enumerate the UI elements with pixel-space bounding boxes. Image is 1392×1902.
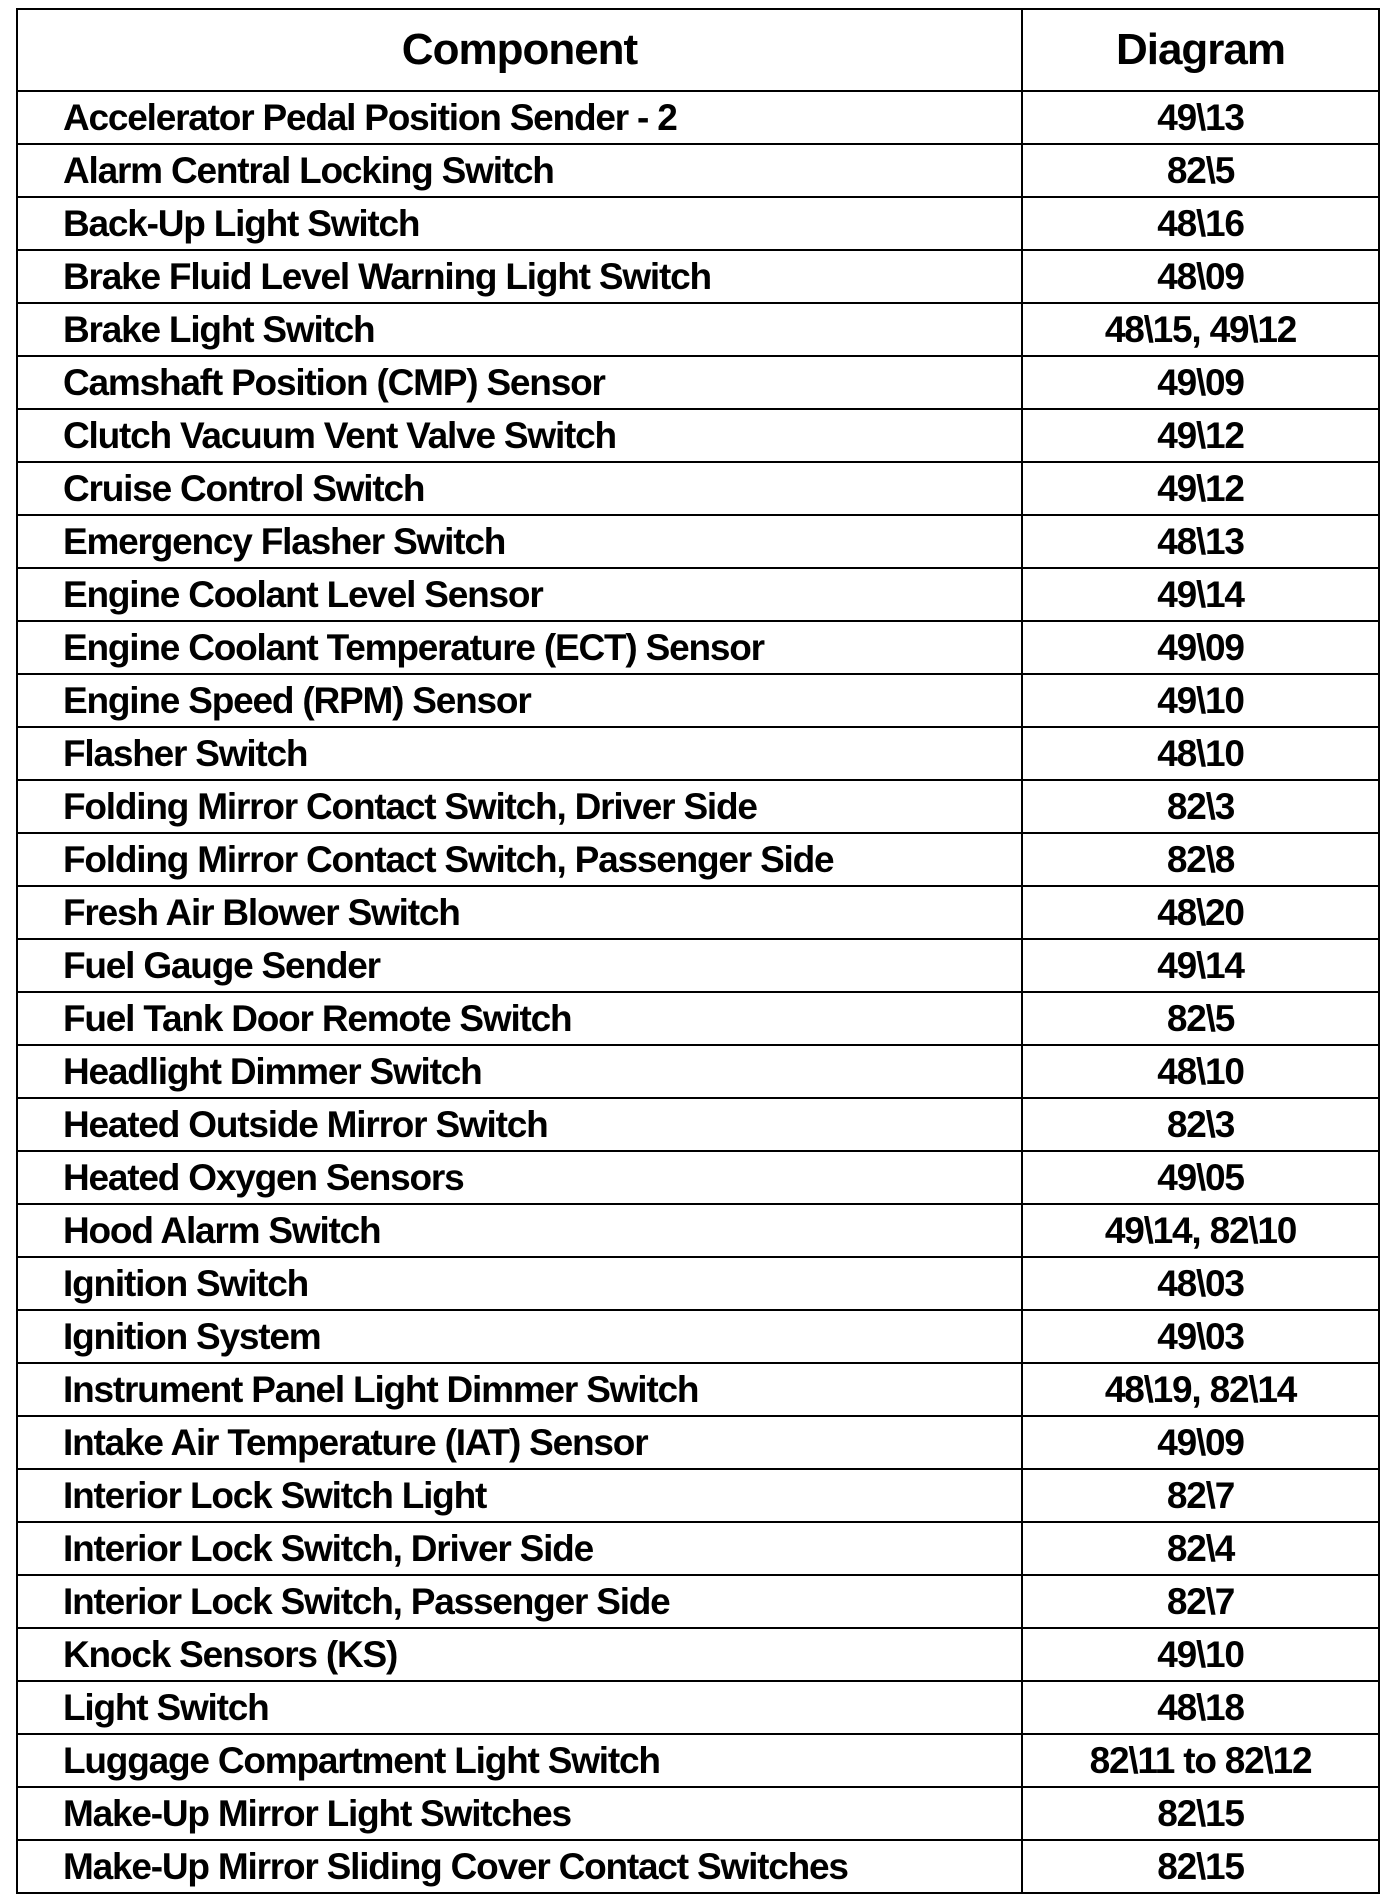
table-row	[17, 197, 1379, 250]
diagram-cell: 48\10	[1022, 727, 1379, 780]
diagram-cell: 82\3	[1022, 780, 1379, 833]
table-row	[17, 1522, 1379, 1575]
diagram-cell: 49\14	[1022, 568, 1379, 621]
table-row	[17, 1045, 1379, 1098]
component-cell: Hood Alarm Switch	[17, 1204, 1022, 1257]
component-cell: Fresh Air Blower Switch	[17, 886, 1022, 939]
diagram-cell: 49\14, 82\10	[1022, 1204, 1379, 1257]
table-row	[17, 515, 1379, 568]
component-cell: Brake Fluid Level Warning Light Switch	[17, 250, 1022, 303]
diagram-cell: 49\09	[1022, 1416, 1379, 1469]
component-cell: Ignition System	[17, 1310, 1022, 1363]
diagram-cell: 82\8	[1022, 833, 1379, 886]
component-cell: Engine Coolant Level Sensor	[17, 568, 1022, 621]
diagram-cell: 48\10	[1022, 1045, 1379, 1098]
diagram-cell: 49\09	[1022, 621, 1379, 674]
table-row	[17, 568, 1379, 621]
diagram-cell: 82\4	[1022, 1522, 1379, 1575]
component-cell: Heated Oxygen Sensors	[17, 1151, 1022, 1204]
component-cell: Cruise Control Switch	[17, 462, 1022, 515]
table-row	[17, 303, 1379, 356]
component-cell: Heated Outside Mirror Switch	[17, 1098, 1022, 1151]
component-diagram-table	[16, 8, 1380, 1894]
diagram-cell: 82\7	[1022, 1469, 1379, 1522]
column-header-component: Component	[17, 9, 1022, 91]
component-cell: Clutch Vacuum Vent Valve Switch	[17, 409, 1022, 462]
table-row	[17, 1257, 1379, 1310]
component-cell: Engine Speed (RPM) Sensor	[17, 674, 1022, 727]
diagram-cell: 48\16	[1022, 197, 1379, 250]
table-row	[17, 780, 1379, 833]
component-cell: Ignition Switch	[17, 1257, 1022, 1310]
component-cell: Brake Light Switch	[17, 303, 1022, 356]
diagram-cell: 49\12	[1022, 409, 1379, 462]
component-cell: Fuel Gauge Sender	[17, 939, 1022, 992]
table-row	[17, 1098, 1379, 1151]
diagram-cell: 49\14	[1022, 939, 1379, 992]
component-cell: Emergency Flasher Switch	[17, 515, 1022, 568]
table-row	[17, 1734, 1379, 1787]
component-cell: Flasher Switch	[17, 727, 1022, 780]
table-row	[17, 1310, 1379, 1363]
table-row	[17, 1628, 1379, 1681]
table-row	[17, 833, 1379, 886]
table-row	[17, 1416, 1379, 1469]
table-row	[17, 727, 1379, 780]
component-cell: Accelerator Pedal Position Sender - 2	[17, 91, 1022, 144]
diagram-cell: 48\15, 49\12	[1022, 303, 1379, 356]
table-row	[17, 250, 1379, 303]
diagram-cell: 82\5	[1022, 144, 1379, 197]
component-cell: Interior Lock Switch, Driver Side	[17, 1522, 1022, 1575]
component-cell: Camshaft Position (CMP) Sensor	[17, 356, 1022, 409]
component-cell: Intake Air Temperature (IAT) Sensor	[17, 1416, 1022, 1469]
component-cell: Alarm Central Locking Switch	[17, 144, 1022, 197]
component-cell: Engine Coolant Temperature (ECT) Sensor	[17, 621, 1022, 674]
table-row	[17, 1787, 1379, 1840]
diagram-cell: 49\12	[1022, 462, 1379, 515]
table-row	[17, 1469, 1379, 1522]
table-row	[17, 356, 1379, 409]
diagram-cell: 82\11 to 82\12	[1022, 1734, 1379, 1787]
table-row	[17, 992, 1379, 1045]
column-header-diagram: Diagram	[1022, 9, 1379, 91]
table-row	[17, 1363, 1379, 1416]
component-cell: Luggage Compartment Light Switch	[17, 1734, 1022, 1787]
table-row	[17, 939, 1379, 992]
table-row	[17, 91, 1379, 144]
diagram-cell: 48\13	[1022, 515, 1379, 568]
table-row	[17, 674, 1379, 727]
table-row	[17, 621, 1379, 674]
component-cell: Make-Up Mirror Sliding Cover Contact Switches	[17, 1840, 1022, 1893]
table-row	[17, 1204, 1379, 1257]
diagram-cell: 49\10	[1022, 1628, 1379, 1681]
diagram-cell: 82\3	[1022, 1098, 1379, 1151]
diagram-cell: 82\7	[1022, 1575, 1379, 1628]
table-header-row	[17, 9, 1379, 91]
table-row	[17, 1681, 1379, 1734]
diagram-cell: 82\5	[1022, 992, 1379, 1045]
component-cell: Knock Sensors (KS)	[17, 1628, 1022, 1681]
table-row	[17, 1840, 1379, 1893]
diagram-cell: 49\10	[1022, 674, 1379, 727]
component-cell: Headlight Dimmer Switch	[17, 1045, 1022, 1098]
component-cell: Back-Up Light Switch	[17, 197, 1022, 250]
diagram-cell: 48\03	[1022, 1257, 1379, 1310]
component-cell: Interior Lock Switch Light	[17, 1469, 1022, 1522]
table-row	[17, 1151, 1379, 1204]
table-row	[17, 886, 1379, 939]
diagram-cell: 49\05	[1022, 1151, 1379, 1204]
component-cell: Light Switch	[17, 1681, 1022, 1734]
component-cell: Instrument Panel Light Dimmer Switch	[17, 1363, 1022, 1416]
component-cell: Folding Mirror Contact Switch, Driver Side	[17, 780, 1022, 833]
table-row	[17, 409, 1379, 462]
diagram-cell: 48\20	[1022, 886, 1379, 939]
table-body	[17, 91, 1379, 1893]
component-cell: Make-Up Mirror Light Switches	[17, 1787, 1022, 1840]
table-row	[17, 1575, 1379, 1628]
diagram-cell: 82\15	[1022, 1787, 1379, 1840]
table-row	[17, 462, 1379, 515]
diagram-cell: 49\03	[1022, 1310, 1379, 1363]
diagram-cell: 49\13	[1022, 91, 1379, 144]
diagram-cell: 48\19, 82\14	[1022, 1363, 1379, 1416]
component-cell: Fuel Tank Door Remote Switch	[17, 992, 1022, 1045]
diagram-cell: 48\09	[1022, 250, 1379, 303]
component-cell: Folding Mirror Contact Switch, Passenger Side	[17, 833, 1022, 886]
table-row	[17, 144, 1379, 197]
diagram-cell: 49\09	[1022, 356, 1379, 409]
diagram-cell: 48\18	[1022, 1681, 1379, 1734]
component-cell: Interior Lock Switch, Passenger Side	[17, 1575, 1022, 1628]
diagram-cell: 82\15	[1022, 1840, 1379, 1893]
